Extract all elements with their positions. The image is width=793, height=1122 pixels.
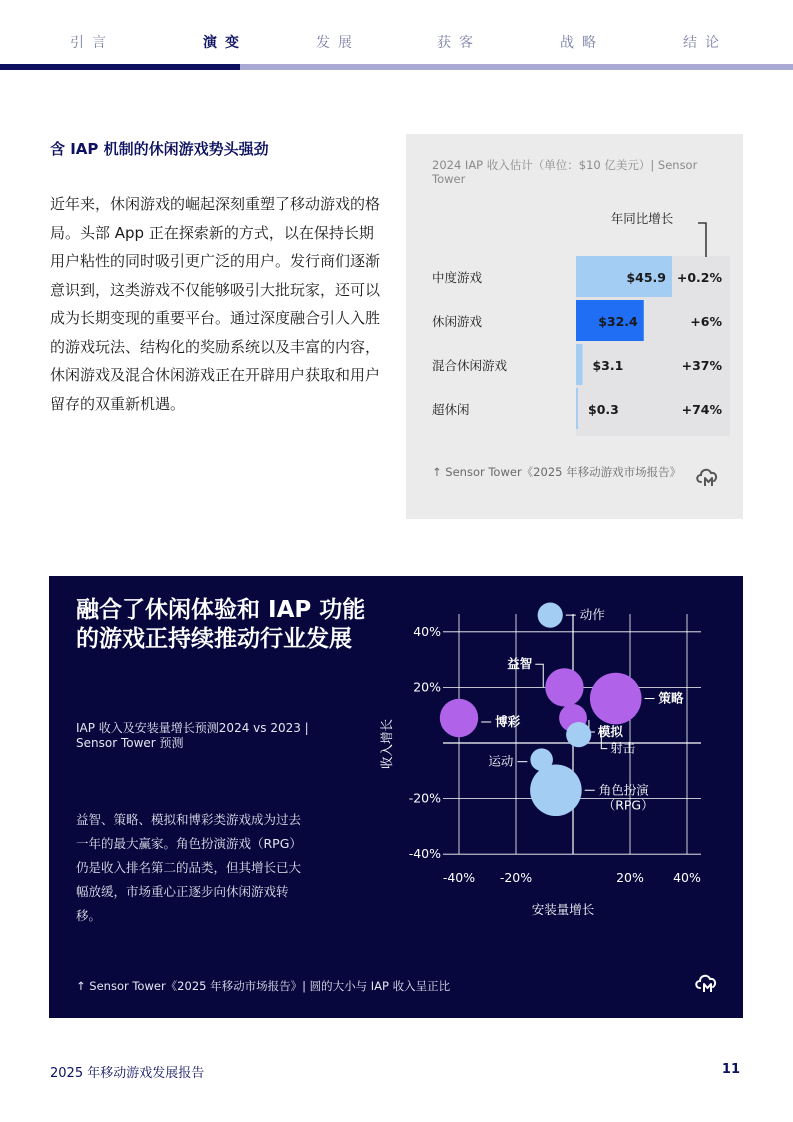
- chart-title: 2024 IAP 收入估计（单位：$10 亿美元）| Sensor Tower: [432, 158, 698, 186]
- bar-category-label: 超休闲: [432, 402, 470, 417]
- bar-2: [576, 344, 582, 385]
- y-tick-label: 40%: [413, 623, 441, 639]
- y-tick-label: -40%: [408, 846, 441, 862]
- panel-source: ↑ Sensor Tower《2025 年移动市场报告》| 圆的大小与 IAP 收入呈正比: [76, 979, 451, 993]
- top-nav: [0, 0, 793, 64]
- x-tick-label: -40%: [442, 870, 476, 885]
- bubble-label: 益智: [507, 656, 533, 672]
- bubble-label: 模拟: [597, 723, 623, 739]
- bar-category-label: 混合休闲游戏: [432, 358, 508, 373]
- x-axis-label: 安装量增长: [531, 902, 595, 917]
- bubble-3: [440, 699, 478, 737]
- x-tick-label: -20%: [499, 870, 533, 885]
- nav-item-strategy[interactable]: 战略: [560, 35, 604, 51]
- bubble-1: [545, 668, 583, 706]
- bar-growth-label: +0.2%: [676, 270, 722, 285]
- nav-item-acquisition[interactable]: 获客: [437, 35, 481, 51]
- bar-value-label: $3.1: [592, 358, 624, 373]
- panel-title: 融合了休闲体验和 IAP 功能的游戏正持续推动行业发展: [76, 597, 366, 652]
- x-tick-label: 40%: [673, 870, 701, 885]
- bubble-chart-panel: [49, 576, 743, 1018]
- nav-progress-active: [0, 64, 240, 70]
- nav-item-intro[interactable]: 引言: [70, 35, 114, 51]
- iap-bar-chart: [406, 134, 743, 519]
- bar-3: [576, 388, 578, 429]
- y-tick-label: 20%: [413, 679, 441, 695]
- nav-item-evolution[interactable]: 演变: [203, 35, 247, 51]
- panel-subtitle: IAP 收入及安装量增长预测2024 vs 2023 | Sensor Tower 预测: [76, 721, 309, 750]
- bubble-label: 动作: [579, 607, 605, 623]
- chart-source: ↑ Sensor Tower《2025 年移动游戏市场报告》: [432, 465, 682, 479]
- section-title: 含 IAP 机制的休闲游戏势头强劲: [50, 140, 269, 158]
- bubble-5: [566, 722, 591, 747]
- section-body: 近年来，休闲游戏的崛起深刻重塑了移动游戏的格局。头部 App 正在探索新的方式，以在保持长期用户粘性的同时吸引更广泛的用户。发行商们逐渐意识到，这类游戏不仅能够吸引大批玩家，还可以成为长期变现的重要平台。通过深度融合引人入胜的游戏玩法、结构化的奖励系统以及丰富的内容，休闲游戏及混合休闲游戏正在开辟用户获取和用户留存的双重新机遇。: [50, 195, 381, 413]
- bar-growth-label: +6%: [690, 314, 722, 329]
- report-title: 2025 年移动游戏发展报告: [50, 1066, 205, 1081]
- bar-growth-label: +37%: [681, 358, 722, 373]
- sensor-tower-cloud-icon: [694, 464, 720, 488]
- iap-revenue-card: [406, 134, 743, 519]
- bar-value-label: $32.4: [598, 314, 638, 329]
- sensor-tower-cloud-icon: [693, 970, 719, 994]
- panel-body: 益智、策略、模拟和博彩类游戏成为过去一年的最大赢家。角色扮演游戏（RPG）仍是收入排名第二的品类，但其增长已大幅放缓，市场重心正逐步向休闲游戏转移。: [76, 812, 302, 923]
- bubble-label: 策略: [658, 690, 684, 706]
- bubble-label: 射击: [610, 740, 636, 756]
- nav-item-development[interactable]: 发展: [316, 35, 360, 51]
- bar-growth-label: +74%: [681, 402, 722, 417]
- bubble-7: [530, 764, 582, 816]
- y-axis-label: 收入增长: [379, 718, 394, 770]
- bubble-label: 角色扮演（RPG）: [598, 782, 654, 813]
- bubble-2: [590, 673, 642, 725]
- bar-category-label: 休闲游戏: [432, 314, 483, 329]
- bar-value-label: $45.9: [626, 270, 666, 285]
- bar-value-label: $0.3: [588, 402, 619, 417]
- growth-bracket: [698, 223, 706, 257]
- y-tick-label: -20%: [408, 790, 441, 806]
- bubble-0: [538, 603, 563, 628]
- bubble-label: 运动: [488, 753, 514, 769]
- bar-category-label: 中度游戏: [432, 270, 483, 285]
- x-tick-label: 20%: [616, 870, 644, 885]
- growth-header: 年同比增长: [610, 211, 674, 226]
- genre-bubble-chart: [49, 576, 743, 1018]
- page-number: 11: [721, 1062, 740, 1077]
- nav-item-conclusion[interactable]: 结论: [683, 35, 727, 51]
- bubble-label: 博彩: [495, 713, 521, 729]
